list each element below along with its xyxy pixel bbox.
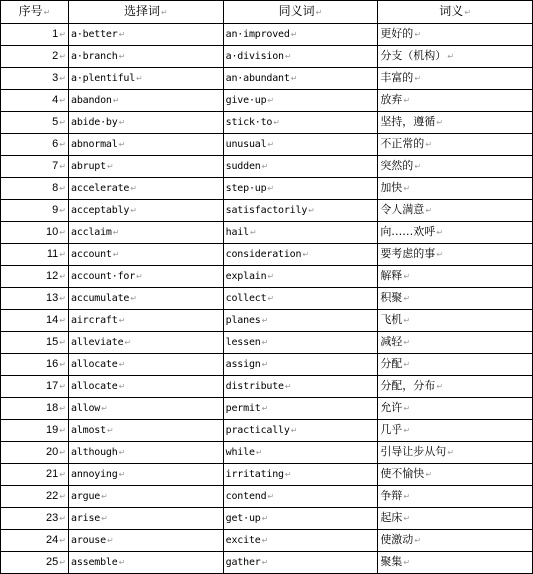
table-row (1, 178, 533, 200)
row-synonym: collect↵ (223, 288, 378, 310)
row-number: 11↵ (1, 244, 69, 266)
row-synonym: while↵ (223, 442, 378, 464)
paragraph-mark-icon: ↵ (124, 337, 131, 347)
table-row (1, 134, 533, 156)
table-row (1, 398, 533, 420)
paragraph-mark-icon: ↵ (59, 558, 66, 567)
paragraph-mark-icon: ↵ (403, 96, 411, 105)
row-word: abide·by↵ (69, 112, 224, 134)
paragraph-mark-icon: ↵ (267, 139, 274, 149)
row-number: 14↵ (1, 310, 69, 332)
paragraph-mark-icon: ↵ (59, 74, 66, 83)
paragraph-mark-icon: ↵ (101, 513, 108, 523)
row-meaning: 突然的↵ (378, 156, 533, 178)
paragraph-mark-icon: ↵ (101, 491, 108, 501)
row-synonym: distribute↵ (223, 376, 378, 398)
row-meaning: 加快↵ (378, 178, 533, 200)
paragraph-mark-icon: ↵ (249, 227, 257, 237)
row-number: 15↵ (1, 332, 69, 354)
paragraph-mark-icon: ↵ (273, 117, 280, 127)
paragraph-mark-icon: ↵ (403, 558, 411, 567)
paragraph-mark-icon: ↵ (106, 535, 114, 545)
row-word: allow↵ (69, 398, 224, 420)
paragraph-mark-icon: ↵ (403, 426, 411, 435)
paragraph-mark-icon: ↵ (118, 51, 126, 61)
row-synonym: unusual↵ (223, 134, 378, 156)
paragraph-mark-icon: ↵ (261, 161, 269, 171)
row-synonym: excite↵ (223, 530, 378, 552)
row-meaning: 更好的↵ (378, 24, 533, 46)
row-meaning: 飞机↵ (378, 310, 533, 332)
paragraph-mark-icon: ↵ (464, 8, 472, 17)
row-number: 18↵ (1, 398, 69, 420)
row-word: assemble↵ (69, 552, 224, 574)
row-word: a·better↵ (69, 24, 224, 46)
header-meaning: 词义↵ (378, 1, 533, 24)
row-meaning: 不正常的↵ (378, 134, 533, 156)
row-number: 12↵ (1, 266, 69, 288)
row-synonym: an·improved↵ (223, 24, 378, 46)
paragraph-mark-icon: ↵ (267, 271, 274, 281)
row-synonym: hail↵ (223, 222, 378, 244)
paragraph-mark-icon: ↵ (160, 8, 168, 17)
paragraph-mark-icon: ↵ (136, 271, 143, 281)
row-number: 21↵ (1, 464, 69, 486)
paragraph-mark-icon: ↵ (261, 359, 269, 369)
row-meaning: 要考虑的事↵ (378, 244, 533, 266)
paragraph-mark-icon: ↵ (130, 293, 137, 303)
paragraph-mark-icon: ↵ (267, 293, 274, 303)
paragraph-mark-icon: ↵ (59, 536, 66, 545)
table-row (1, 552, 533, 574)
row-synonym: explain↵ (223, 266, 378, 288)
header-word: 选择词↵ (69, 1, 224, 24)
table-row (1, 332, 533, 354)
paragraph-mark-icon: ↵ (261, 337, 269, 347)
row-word: arouse↵ (69, 530, 224, 552)
row-synonym: lessen↵ (223, 332, 378, 354)
row-meaning: 使不愉快↵ (378, 464, 533, 486)
table-row (1, 486, 533, 508)
paragraph-mark-icon: ↵ (447, 52, 455, 61)
paragraph-mark-icon: ↵ (130, 183, 137, 193)
paragraph-mark-icon: ↵ (436, 118, 444, 127)
paragraph-mark-icon: ↵ (261, 535, 269, 545)
paragraph-mark-icon: ↵ (130, 205, 137, 215)
row-word: aircraft↵ (69, 310, 224, 332)
row-synonym: stick·to↵ (223, 112, 378, 134)
row-word: accumulate↵ (69, 288, 224, 310)
row-synonym: sudden↵ (223, 156, 378, 178)
paragraph-mark-icon: ↵ (106, 161, 114, 171)
paragraph-mark-icon: ↵ (59, 514, 66, 523)
paragraph-mark-icon: ↵ (59, 52, 66, 61)
row-meaning: 减轻↵ (378, 332, 533, 354)
row-word: abandon↵ (69, 90, 224, 112)
row-word: a·branch↵ (69, 46, 224, 68)
paragraph-mark-icon: ↵ (261, 403, 269, 413)
table-row (1, 376, 533, 398)
row-number: 20↵ (1, 442, 69, 464)
header-number: 序号↵ (1, 1, 69, 24)
row-word: account↵ (69, 244, 224, 266)
row-word: alleviate↵ (69, 332, 224, 354)
row-number: 23↵ (1, 508, 69, 530)
row-meaning: 令人满意↵ (378, 200, 533, 222)
paragraph-mark-icon: ↵ (403, 272, 411, 281)
paragraph-mark-icon: ↵ (425, 470, 433, 479)
paragraph-mark-icon: ↵ (112, 95, 120, 105)
paragraph-mark-icon: ↵ (59, 470, 66, 479)
table-row (1, 530, 533, 552)
row-number: 5↵ (1, 112, 69, 134)
table-row (1, 310, 533, 332)
row-number: 19↵ (1, 420, 69, 442)
row-word: although↵ (69, 442, 224, 464)
paragraph-mark-icon: ↵ (118, 359, 126, 369)
row-number: 9↵ (1, 200, 69, 222)
paragraph-mark-icon: ↵ (59, 250, 66, 259)
row-synonym: assign↵ (223, 354, 378, 376)
paragraph-mark-icon: ↵ (59, 448, 66, 457)
table-row (1, 508, 533, 530)
row-word: abnormal↵ (69, 134, 224, 156)
paragraph-mark-icon: ↵ (284, 381, 292, 391)
paragraph-mark-icon: ↵ (447, 448, 455, 457)
paragraph-mark-icon: ↵ (290, 29, 298, 39)
paragraph-mark-icon: ↵ (403, 360, 411, 369)
paragraph-mark-icon: ↵ (403, 404, 411, 413)
row-word: acclaim↵ (69, 222, 224, 244)
row-synonym: a·division↵ (223, 46, 378, 68)
row-word: argue↵ (69, 486, 224, 508)
paragraph-mark-icon: ↵ (302, 249, 309, 259)
paragraph-mark-icon: ↵ (403, 338, 411, 347)
row-meaning: 使激动↵ (378, 530, 533, 552)
paragraph-mark-icon: ↵ (284, 51, 292, 61)
row-meaning: 向……欢呼↵ (378, 222, 533, 244)
paragraph-mark-icon: ↵ (436, 382, 444, 391)
row-number: 10↵ (1, 222, 69, 244)
table-row (1, 266, 533, 288)
paragraph-mark-icon: ↵ (59, 30, 66, 39)
paragraph-mark-icon: ↵ (414, 30, 422, 39)
row-word: acceptably↵ (69, 200, 224, 222)
row-number: 8↵ (1, 178, 69, 200)
paragraph-mark-icon: ↵ (59, 96, 66, 105)
paragraph-mark-icon: ↵ (59, 118, 66, 127)
row-number: 1↵ (1, 24, 69, 46)
paragraph-mark-icon: ↵ (403, 184, 411, 193)
row-number: 17↵ (1, 376, 69, 398)
table-row (1, 288, 533, 310)
row-meaning: 分配，分布↵ (378, 376, 533, 398)
paragraph-mark-icon: ↵ (59, 228, 66, 237)
paragraph-mark-icon: ↵ (59, 140, 66, 149)
row-synonym: an·abundant↵ (223, 68, 378, 90)
paragraph-mark-icon: ↵ (308, 205, 315, 215)
row-synonym: satisfactorily↵ (223, 200, 378, 222)
table-row (1, 244, 533, 266)
row-word: accelerate↵ (69, 178, 224, 200)
row-meaning: 允许↵ (378, 398, 533, 420)
paragraph-mark-icon: ↵ (106, 425, 114, 435)
paragraph-mark-icon: ↵ (59, 360, 66, 369)
row-number: 6↵ (1, 134, 69, 156)
paragraph-mark-icon: ↵ (118, 381, 126, 391)
paragraph-mark-icon: ↵ (267, 95, 274, 105)
row-synonym: consideration↵ (223, 244, 378, 266)
row-synonym: step·up↵ (223, 178, 378, 200)
row-synonym: give·up↵ (223, 90, 378, 112)
row-meaning: 分支（机构）↵ (378, 46, 533, 68)
paragraph-mark-icon: ↵ (59, 294, 66, 303)
row-synonym: contend↵ (223, 486, 378, 508)
row-number: 7↵ (1, 156, 69, 178)
row-number: 13↵ (1, 288, 69, 310)
paragraph-mark-icon: ↵ (261, 315, 269, 325)
paragraph-mark-icon: ↵ (59, 206, 66, 215)
row-word: abrupt↵ (69, 156, 224, 178)
paragraph-mark-icon: ↵ (414, 74, 422, 83)
row-word: account·for↵ (69, 266, 224, 288)
paragraph-mark-icon: ↵ (59, 162, 66, 171)
paragraph-mark-icon: ↵ (267, 183, 274, 193)
row-meaning: 聚集↵ (378, 552, 533, 574)
table-row (1, 68, 533, 90)
paragraph-mark-icon: ↵ (59, 404, 66, 413)
table-row (1, 354, 533, 376)
row-meaning: 分配↵ (378, 354, 533, 376)
paragraph-mark-icon: ↵ (267, 491, 274, 501)
header-synonym: 同义词↵ (223, 1, 378, 24)
row-word: allocate↵ (69, 354, 224, 376)
paragraph-mark-icon: ↵ (59, 492, 66, 501)
paragraph-mark-icon: ↵ (136, 73, 143, 83)
paragraph-mark-icon: ↵ (414, 536, 422, 545)
paragraph-mark-icon: ↵ (403, 492, 411, 501)
row-meaning: 坚持，遵循↵ (378, 112, 533, 134)
paragraph-mark-icon: ↵ (59, 426, 66, 435)
paragraph-mark-icon: ↵ (118, 315, 126, 325)
row-number: 25↵ (1, 552, 69, 574)
row-meaning: 引导让步从句↵ (378, 442, 533, 464)
paragraph-mark-icon: ↵ (118, 469, 126, 479)
paragraph-mark-icon: ↵ (59, 184, 66, 193)
table-row (1, 156, 533, 178)
paragraph-mark-icon: ↵ (403, 514, 411, 523)
row-meaning: 解释↵ (378, 266, 533, 288)
row-number: 24↵ (1, 530, 69, 552)
table-row (1, 24, 533, 46)
paragraph-mark-icon: ↵ (425, 140, 433, 149)
paragraph-mark-icon: ↵ (425, 206, 433, 215)
row-word: annoying↵ (69, 464, 224, 486)
paragraph-mark-icon: ↵ (43, 8, 51, 17)
paragraph-mark-icon: ↵ (59, 316, 66, 325)
row-meaning: 积聚↵ (378, 288, 533, 310)
row-number: 22↵ (1, 486, 69, 508)
paragraph-mark-icon: ↵ (118, 139, 126, 149)
paragraph-mark-icon: ↵ (261, 513, 269, 523)
paragraph-mark-icon: ↵ (255, 447, 263, 457)
row-word: a·plentiful↵ (69, 68, 224, 90)
row-synonym: permit↵ (223, 398, 378, 420)
row-meaning: 争辩↵ (378, 486, 533, 508)
table-row (1, 46, 533, 68)
row-meaning: 起床↵ (378, 508, 533, 530)
row-meaning: 几乎↵ (378, 420, 533, 442)
row-number: 2↵ (1, 46, 69, 68)
row-word: arise↵ (69, 508, 224, 530)
row-number: 4↵ (1, 90, 69, 112)
paragraph-mark-icon: ↵ (290, 73, 298, 83)
paragraph-mark-icon: ↵ (290, 425, 298, 435)
row-synonym: get·up↵ (223, 508, 378, 530)
paragraph-mark-icon: ↵ (436, 250, 444, 259)
table-row (1, 200, 533, 222)
paragraph-mark-icon: ↵ (414, 162, 422, 171)
table-row (1, 420, 533, 442)
paragraph-mark-icon: ↵ (118, 557, 126, 567)
paragraph-mark-icon: ↵ (436, 228, 444, 237)
row-synonym: gather↵ (223, 552, 378, 574)
paragraph-mark-icon: ↵ (59, 382, 66, 391)
paragraph-mark-icon: ↵ (315, 8, 323, 17)
table-row (1, 112, 533, 134)
row-synonym: irritating↵ (223, 464, 378, 486)
paragraph-mark-icon: ↵ (112, 227, 120, 237)
paragraph-mark-icon: ↵ (403, 316, 411, 325)
paragraph-mark-icon: ↵ (112, 249, 120, 259)
table-row (1, 90, 533, 112)
table-row (1, 442, 533, 464)
row-synonym: practically↵ (223, 420, 378, 442)
row-word: allocate↵ (69, 376, 224, 398)
paragraph-mark-icon: ↵ (101, 403, 108, 413)
paragraph-mark-icon: ↵ (118, 29, 126, 39)
table-row (1, 222, 533, 244)
row-synonym: planes↵ (223, 310, 378, 332)
paragraph-mark-icon: ↵ (118, 447, 126, 457)
paragraph-mark-icon: ↵ (59, 272, 66, 281)
paragraph-mark-icon: ↵ (118, 117, 126, 127)
paragraph-mark-icon: ↵ (59, 338, 66, 347)
row-meaning: 丰富的↵ (378, 68, 533, 90)
paragraph-mark-icon: ↵ (261, 557, 269, 567)
row-word: almost↵ (69, 420, 224, 442)
table-header-row (1, 1, 533, 24)
paragraph-mark-icon: ↵ (284, 469, 292, 479)
table-row (1, 464, 533, 486)
table-body (1, 24, 533, 574)
row-number: 16↵ (1, 354, 69, 376)
row-number: 3↵ (1, 68, 69, 90)
paragraph-mark-icon: ↵ (403, 294, 411, 303)
row-meaning: 放弃↵ (378, 90, 533, 112)
